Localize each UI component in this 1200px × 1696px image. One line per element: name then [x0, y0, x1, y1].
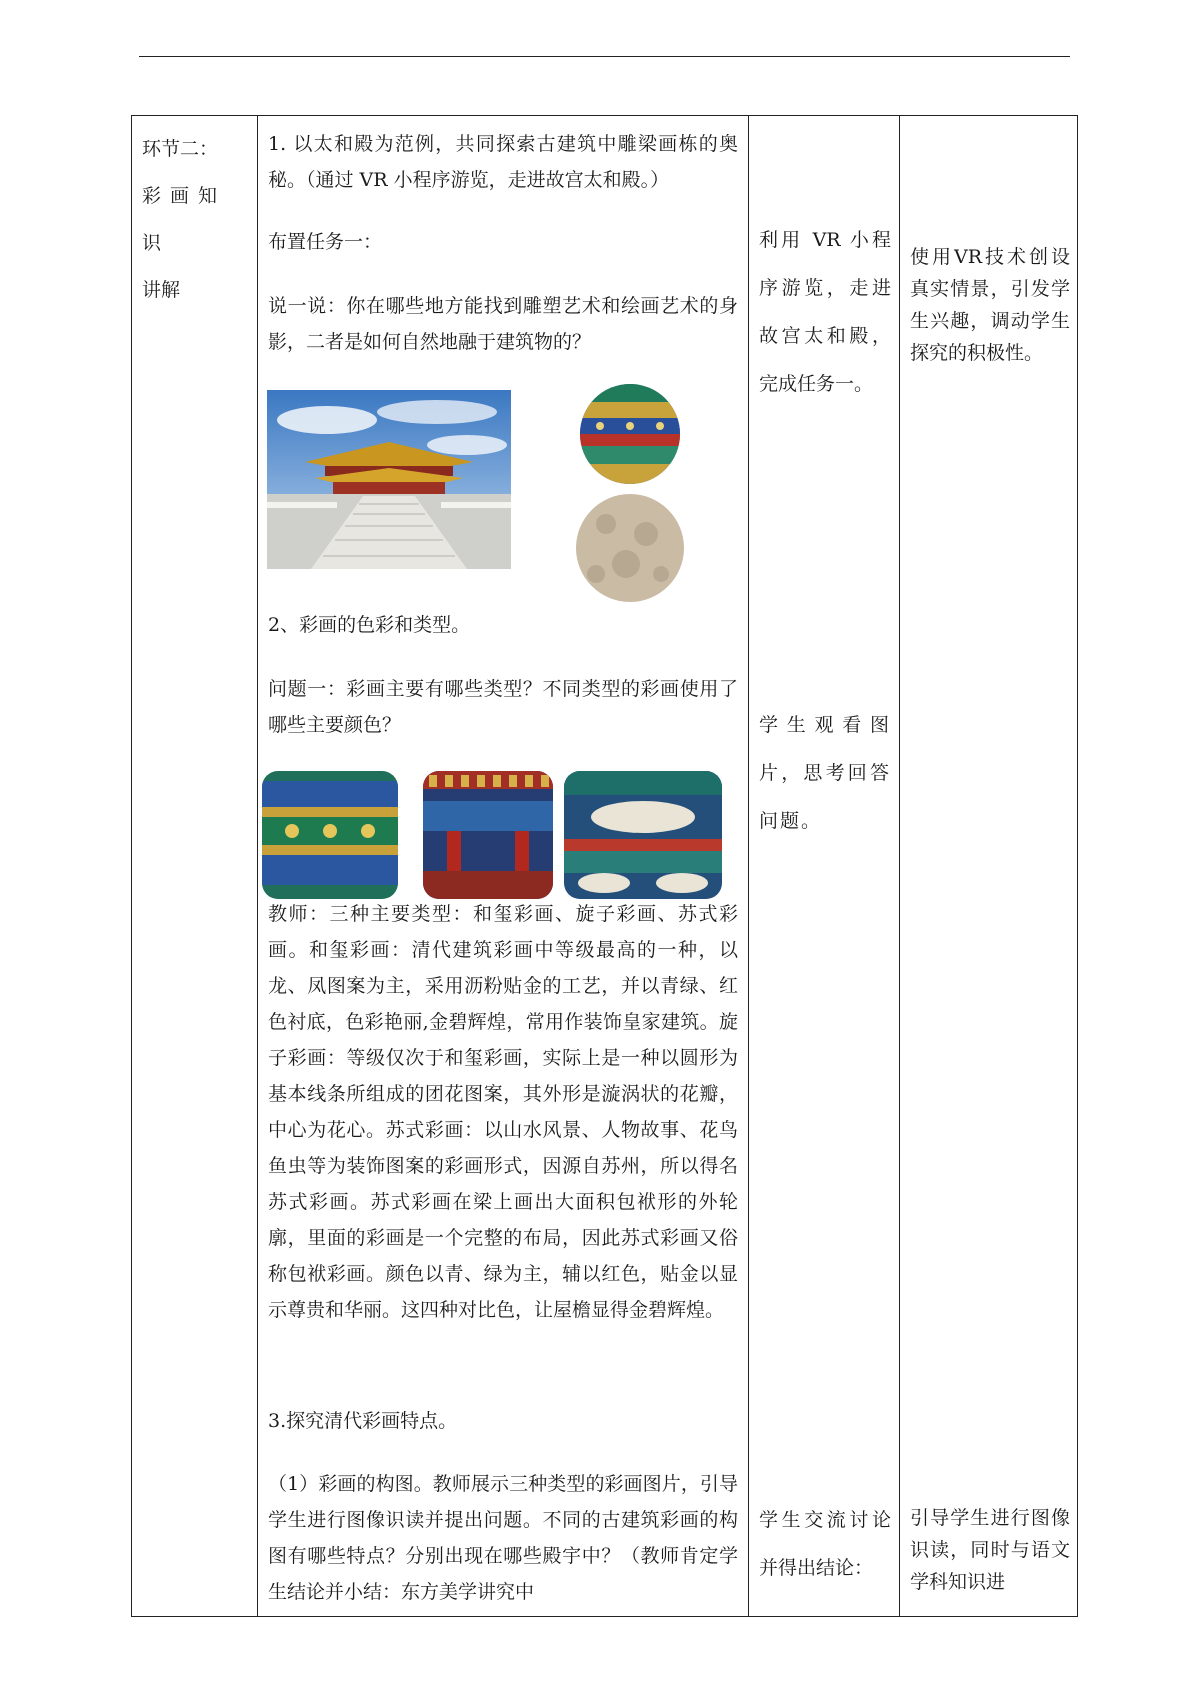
- teacher-explanation: 教师：三种主要类型：和玺彩画、旋子彩画、苏式彩画。和玺彩画：清代建筑彩画中等级最高的一种，以龙、凤图案为主，采用沥粉贴金的工艺，并以青绿、红色衬底，色彩艳丽,金碧辉煌，常用作装饰皇家建筑。旋子彩画：等级仅次于和玺彩画，实际上是一种以圆形为基本线条所组成的团花图案，其外形是漩涡状的花瓣，中心为花心。苏式彩画：以山水风景、人物故事、花鸟鱼虫等为装饰图案的彩画形式，因源自苏州，所以得名苏式彩画。苏式彩画在梁上画出大面积包袱形的外轮廓，里面的彩画是一个完整的布局，因此苏式彩画又俗称包袱彩画。颜色以青、绿为主，辅以红色，贴金以显示尊贵和华丽。这四种对比色，让屋檐显得金碧辉煌。: [268, 903, 738, 1321]
- intent-1: 使用VR技术创设真实情景，引发学生兴趣，调动学生探究的积极性。: [910, 246, 1070, 364]
- stage-line-1: 环节二：: [142, 138, 219, 160]
- design-intent-cell: [900, 116, 1078, 1617]
- header-rule: [139, 56, 1070, 57]
- section-heading-3: 3.探究清代彩画特点。: [268, 1410, 458, 1432]
- activity-1: 利用 VR 小程序游览，走进故宫太和殿，完成任务一。: [759, 229, 891, 395]
- painted-beam-circle: [580, 384, 680, 484]
- content-para-1: 1. 以太和殿为范例，共同探索古建筑中雕梁画栋的奥秘。（通过 VR 小程序游览，走进故宫太和殿。）: [268, 133, 738, 191]
- activity-2: 学生观看图片，思考回答问题。: [759, 714, 891, 832]
- say-prompt: 说一说：你在哪些地方能找到雕塑艺术和绘画艺术的身影，二者是如何自然地融于建筑物的？: [268, 295, 738, 353]
- activity-3: 学生交流讨论并得出结论：: [759, 1509, 891, 1579]
- stage-cell: [132, 116, 258, 1617]
- stage-line-3: 讲解: [142, 279, 181, 301]
- task-one-heading: 布置任务一：: [268, 231, 383, 253]
- intent-2: 引导学生进行图像识读，同时与语文学科知识进: [910, 1507, 1070, 1593]
- stage-label: [142, 126, 248, 314]
- student-activity-cell: [749, 116, 900, 1617]
- stage-line-2: 彩画知识: [142, 185, 227, 254]
- xuanzi-painting-photo: [423, 771, 553, 899]
- suzhou-painting-photo: [564, 771, 722, 899]
- composition-paragraph: （1）彩画的构图。教师展示三种类型的彩画图片，引导学生进行图像识读并提出问题。不同的古建筑彩画的构图有哪些特点？分别出现在哪些殿宇中？（教师肯定学生结论并小结：东方美学讲究中: [268, 1473, 738, 1603]
- question-one: 问题一：彩画主要有哪些类型？不同类型的彩画使用了哪些主要颜色？: [268, 678, 738, 736]
- hexi-painting-photo: [262, 771, 398, 899]
- section-heading-2: 2、彩画的色彩和类型。: [268, 614, 471, 636]
- taihe-hall-photo: [267, 390, 511, 569]
- carved-stone-circle: [576, 494, 684, 602]
